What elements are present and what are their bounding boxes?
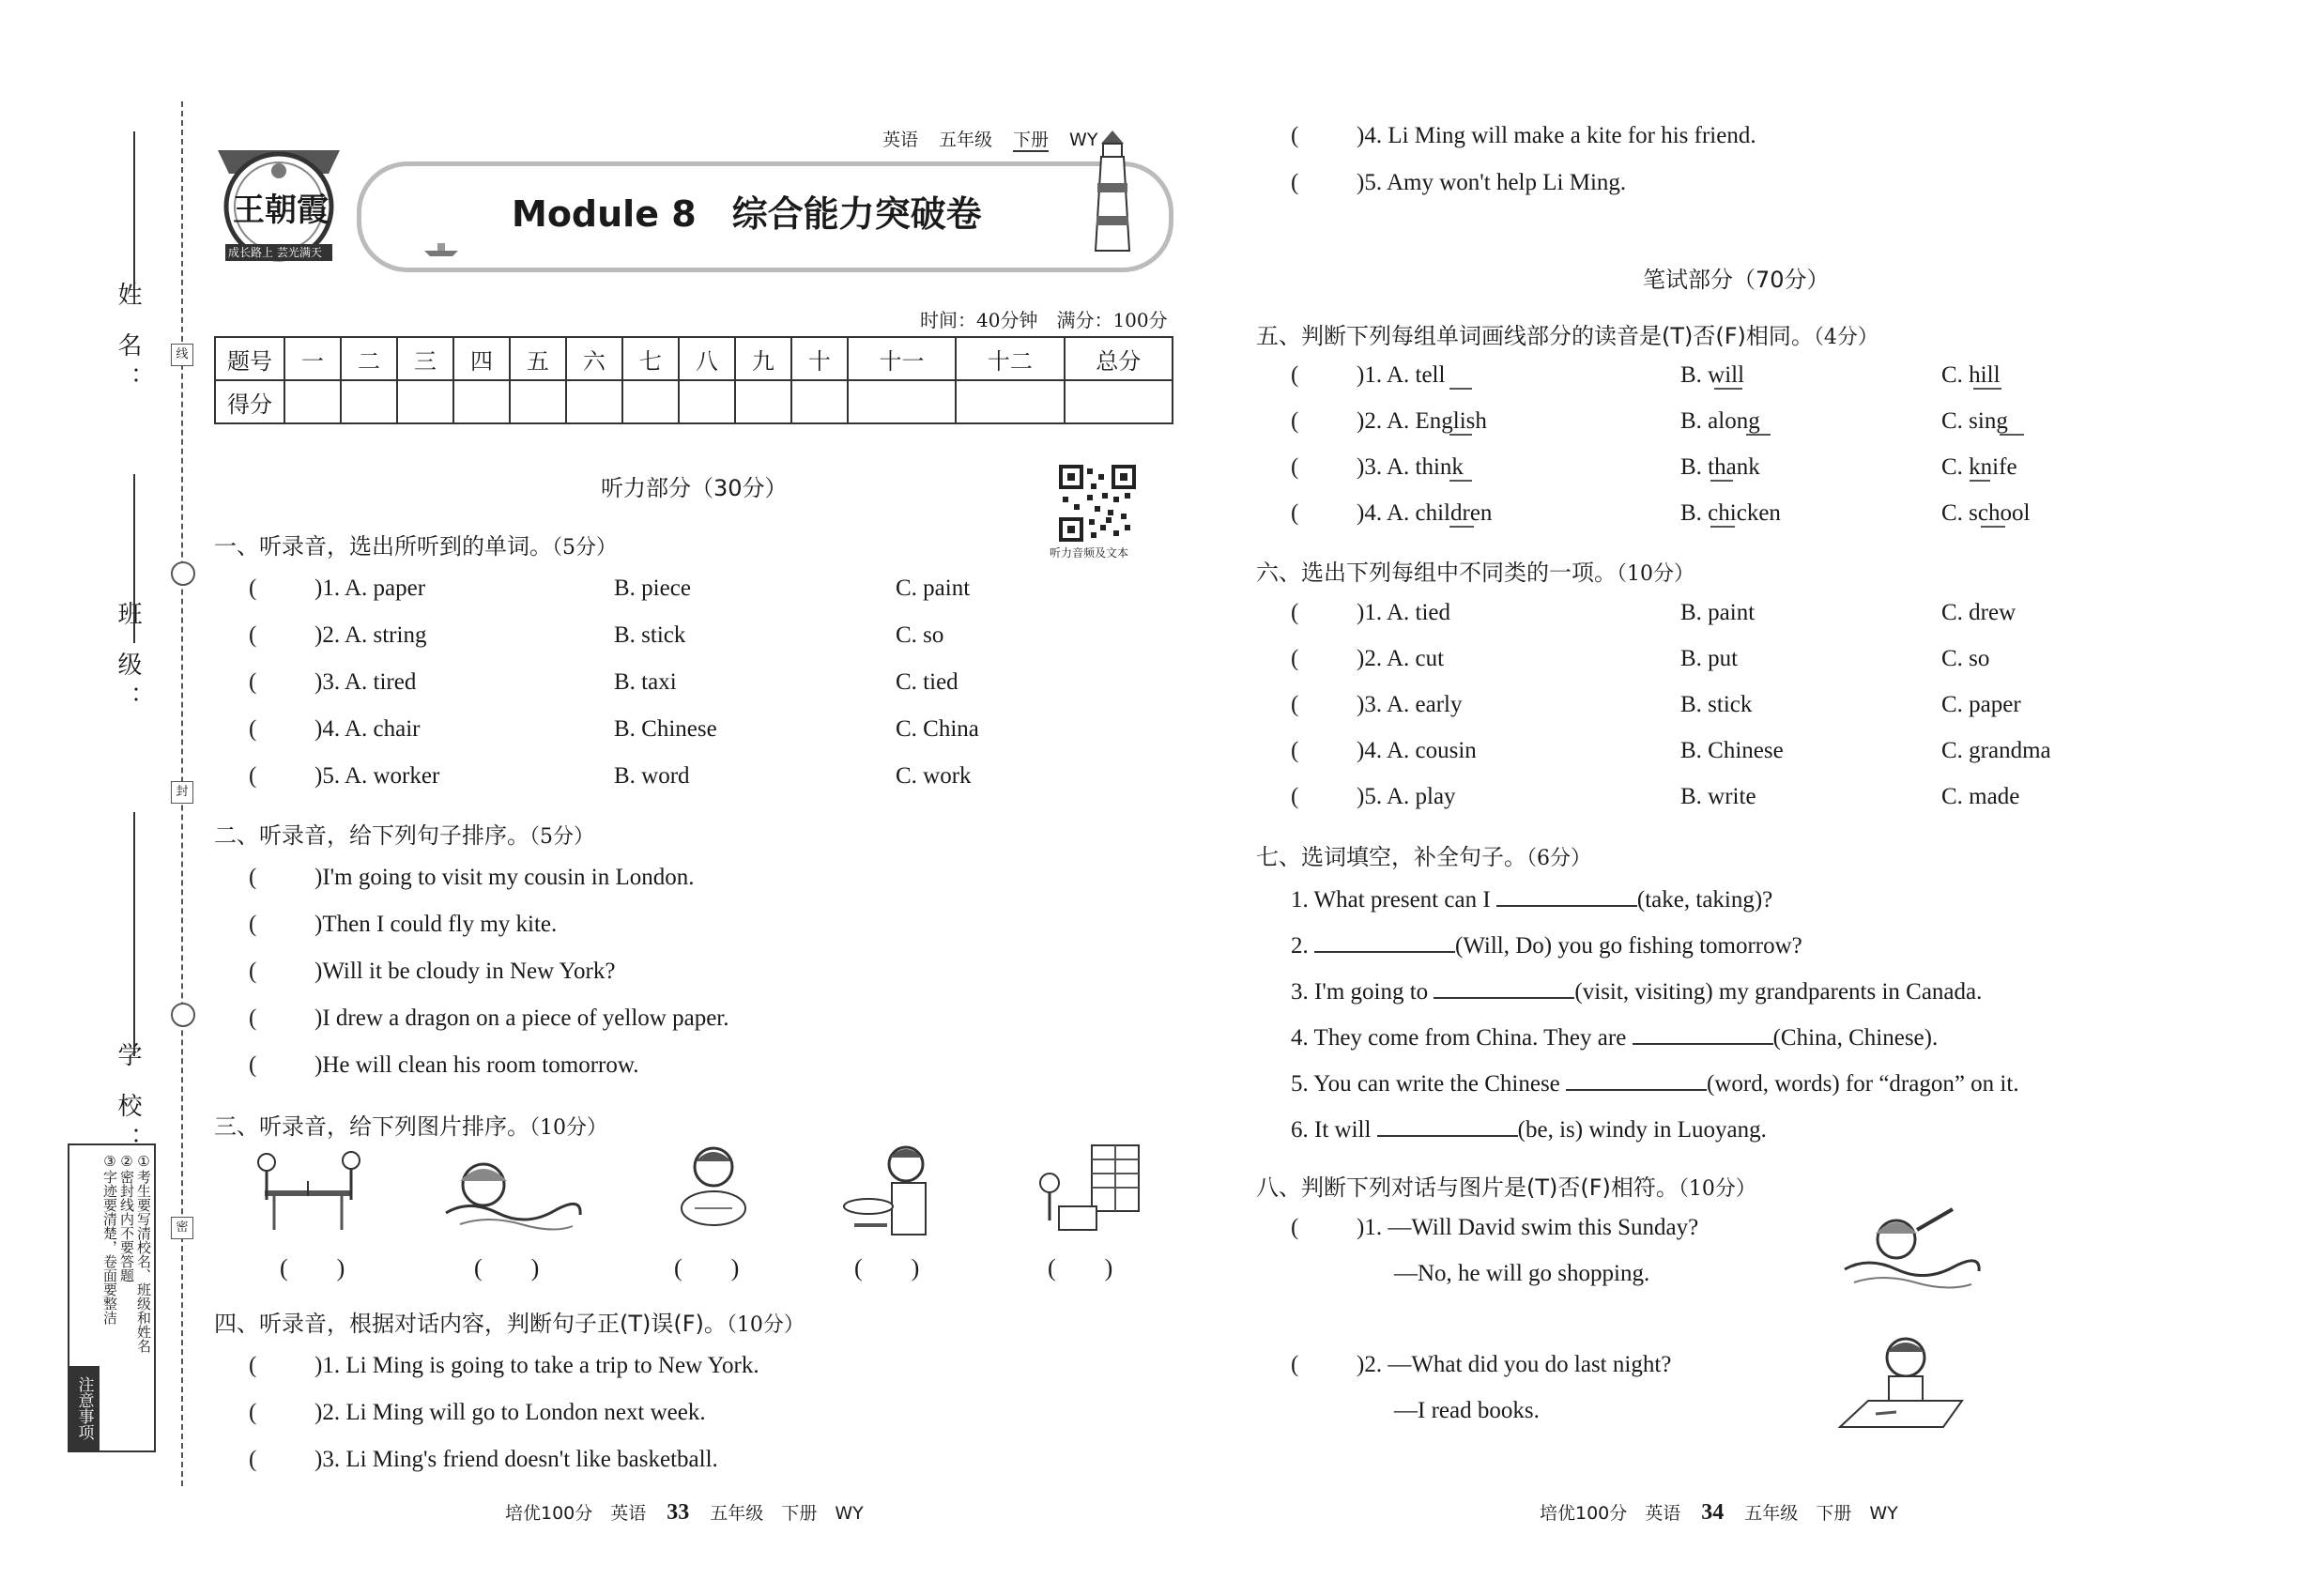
section-4-title	[214, 1305, 805, 1338]
phonics-underline	[1973, 388, 2001, 390]
option-a: )5. A. worker	[314, 763, 440, 789]
option-a: )2. A. string	[314, 622, 427, 648]
section-6-title	[1256, 554, 1694, 587]
cooking-icon	[836, 1141, 948, 1239]
picture-boy-drawing	[1831, 1333, 1971, 1440]
footer-subject: 英语	[1645, 1503, 1681, 1524]
score-entry[interactable]	[341, 380, 397, 423]
answer-paren[interactable]: (	[249, 959, 257, 984]
name-label: 姓 名：	[114, 282, 142, 401]
picture-swimming	[441, 1147, 582, 1240]
footer-left	[505, 1499, 864, 1526]
picture-answer-paren[interactable]: ( )	[280, 1254, 345, 1281]
section-points: （10分）	[529, 1116, 607, 1140]
house-icon	[1021, 1141, 1143, 1239]
score-cell: 九	[735, 337, 791, 380]
school-line	[133, 812, 135, 1056]
fill-pre: 1. What present can I	[1291, 887, 1496, 913]
option-a	[1357, 408, 1487, 435]
fill-pre: 4. They come from China. They are	[1291, 1025, 1633, 1051]
drawing-boy-icon	[662, 1141, 765, 1235]
picture-house-cleaning	[1021, 1141, 1143, 1243]
answer-paren[interactable]: (	[249, 1353, 257, 1378]
notice-title: 注意事项	[69, 1366, 100, 1450]
option-a-prefix: )1. A.	[1357, 362, 1416, 388]
section-points: （10分）	[1617, 562, 1694, 586]
answer-paren[interactable]: (	[1291, 123, 1299, 148]
meta-volume: 下册	[1013, 130, 1050, 150]
qr-code[interactable]	[1059, 465, 1136, 542]
section-title-text: 二、听录音，给下列句子排序。	[214, 822, 529, 849]
dialogue-answer: —I read books.	[1394, 1398, 1540, 1423]
answer-paren[interactable]: (	[249, 716, 257, 742]
section-5-title	[1256, 317, 1878, 350]
score-entry[interactable]	[791, 380, 848, 423]
fill-blank-item	[1291, 884, 1772, 913]
option-b: B. write	[1680, 784, 1756, 809]
score-cell: 总分	[1065, 337, 1173, 380]
footer-grade: 五年级	[710, 1503, 764, 1524]
score-cell: 三	[397, 337, 453, 380]
option-a: )5. A. play	[1357, 784, 1456, 809]
section-3-title	[214, 1108, 607, 1141]
phonics-underline	[1746, 434, 1771, 436]
score-entry[interactable]	[453, 380, 510, 423]
answer-paren[interactable]: (	[249, 1400, 257, 1425]
picture-answer-paren[interactable]: ( )	[854, 1254, 920, 1281]
option-b: B. taxi	[614, 669, 677, 695]
score-entry[interactable]	[956, 380, 1064, 423]
notice-items	[101, 1153, 152, 1439]
footer-book: 培优100分	[1540, 1503, 1628, 1524]
score-entry[interactable]	[848, 380, 956, 423]
lighthouse-illustration	[1084, 127, 1141, 258]
answer-paren[interactable]: (	[1291, 692, 1299, 717]
notice-box	[68, 1143, 156, 1452]
option-a-word: English	[1415, 408, 1487, 434]
boat-icon	[422, 239, 460, 262]
notice-item: ②密封线内不要答题	[118, 1153, 135, 1282]
meta-grade: 五年级	[939, 130, 993, 150]
score-entry[interactable]	[397, 380, 453, 423]
option-c: C. school	[1941, 500, 2031, 526]
option-b: B. thank	[1680, 454, 1760, 480]
phonics-underline	[1710, 480, 1733, 482]
picture-drawing	[662, 1141, 765, 1238]
score-cell: 一	[284, 337, 341, 380]
statement-item: )1. Li Ming is going to take a trip to New York.	[314, 1353, 759, 1378]
section-points: （5分）	[552, 536, 617, 560]
fill-pre: 2.	[1291, 933, 1314, 959]
option-a-word: tell	[1415, 362, 1446, 388]
score-cell: 二	[341, 337, 397, 380]
section-2-title	[214, 817, 594, 850]
dialogue-question: )1. —Will David swim this Sunday?	[1357, 1215, 1699, 1240]
option-a-prefix: )4. A.	[1357, 500, 1416, 526]
picture-answer-paren[interactable]: ( )	[1048, 1254, 1113, 1281]
answer-paren[interactable]: (	[1291, 500, 1299, 526]
dialogue-question: )2. —What did you do last night?	[1357, 1352, 1672, 1377]
sentence-item: )Then I could fly my kite.	[314, 912, 558, 937]
score-table-score-row	[215, 380, 1173, 423]
footer-right	[1540, 1499, 1898, 1526]
statement-item: )5. Amy won't help Li Ming.	[1357, 170, 1627, 195]
option-b: B. piece	[614, 575, 691, 601]
score-cell: 十二	[956, 337, 1064, 380]
section-7-title	[1256, 838, 1591, 871]
option-b: B. along	[1680, 408, 1760, 434]
answer-paren[interactable]: (	[1291, 454, 1299, 480]
option-a	[1357, 454, 1464, 481]
picture-ping-pong	[246, 1143, 368, 1241]
picture-cooking	[836, 1141, 948, 1243]
option-b: B. chicken	[1680, 500, 1781, 526]
answer-paren[interactable]: (	[249, 669, 257, 695]
name-line	[133, 131, 135, 296]
sentence-item: )I'm going to visit my cousin in London.	[314, 865, 695, 890]
section-points: （10分）	[726, 1313, 805, 1337]
fill-blank-item	[1291, 1068, 2019, 1097]
answer-paren[interactable]: (	[1291, 362, 1299, 388]
phonics-underline	[1449, 480, 1472, 482]
score-entry[interactable]	[679, 380, 735, 423]
phonics-underline	[1714, 388, 1742, 390]
option-c: C. grandma	[1941, 738, 2051, 763]
seal-mark-2: 封	[171, 781, 193, 804]
fill-blank-item	[1291, 1022, 1938, 1051]
option-a-prefix: )2. A.	[1357, 408, 1416, 434]
option-a: )3. A. tired	[314, 669, 417, 695]
option-b: B. stick	[614, 622, 686, 648]
score-cell: 七	[622, 337, 679, 380]
time-info: 时间：40分钟 满分：100分	[920, 309, 1168, 331]
fill-blank[interactable]	[1566, 1068, 1707, 1091]
phonics-underline	[1449, 526, 1474, 528]
fill-post: (Will, Do) you go fishing tomorrow?	[1455, 933, 1802, 959]
option-a	[1357, 362, 1445, 389]
fill-post: (China, Chinese).	[1772, 1025, 1939, 1051]
option-b: B. word	[614, 763, 690, 789]
footer-volume: 下册	[781, 1503, 818, 1524]
option-c: C. hill	[1941, 362, 2001, 388]
answer-paren[interactable]: (	[249, 763, 257, 789]
seal-mark-3: 密	[171, 1217, 193, 1239]
option-b: B. will	[1680, 362, 1745, 388]
footer-grade: 五年级	[1744, 1503, 1799, 1524]
phonics-underline	[1449, 434, 1472, 436]
footer-edition: WY	[835, 1503, 864, 1524]
answer-paren[interactable]: (	[1291, 408, 1299, 434]
fill-pre: 3. I'm going to	[1291, 979, 1434, 1005]
score-cell: 六	[566, 337, 622, 380]
phonics-underline	[1981, 526, 2005, 528]
phonics-underline	[1970, 480, 1990, 482]
option-a-word: think	[1415, 454, 1464, 480]
fill-blank[interactable]	[1377, 1114, 1518, 1137]
statement-item: )2. Li Ming will go to London next week.	[314, 1400, 706, 1425]
qr-caption: 听力音频及文本	[1050, 546, 1129, 560]
swimmer-icon	[1840, 1202, 1981, 1296]
section-points: （4分）	[1813, 326, 1878, 349]
option-c: C. so	[896, 622, 944, 648]
option-c: C. work	[896, 763, 972, 789]
option-a: )1. A. paper	[314, 575, 426, 601]
picture-answer-paren[interactable]: ( )	[474, 1254, 540, 1281]
option-a: )1. A. tied	[1357, 600, 1450, 625]
score-entry[interactable]	[1065, 380, 1173, 423]
answer-paren[interactable]: (	[249, 622, 257, 648]
class-label: 班 级：	[114, 601, 142, 720]
fill-pre: 6. It will	[1291, 1117, 1377, 1143]
option-b: B. paint	[1680, 600, 1756, 625]
score-entry[interactable]	[510, 380, 566, 423]
option-b: B. Chinese	[1680, 738, 1784, 763]
seal-mark-1: 线	[171, 344, 193, 366]
score-entry[interactable]	[735, 380, 791, 423]
boy-drawing-icon	[1831, 1333, 1971, 1436]
option-c: C. China	[896, 716, 979, 742]
school-label: 学 校：	[114, 1042, 142, 1161]
option-a	[1357, 500, 1492, 527]
option-a: )4. A. cousin	[1357, 738, 1477, 763]
score-cell: 十一	[848, 337, 956, 380]
answer-paren[interactable]: (	[249, 912, 257, 937]
section-title-text: 七、选词填空，补全句子。	[1256, 844, 1526, 870]
option-c: C. drew	[1941, 600, 2016, 625]
fill-blank[interactable]	[1496, 884, 1637, 907]
dialogue-answer: —No, he will go shopping.	[1394, 1261, 1650, 1286]
sentence-item: )I drew a dragon on a piece of yellow paper.	[314, 1005, 729, 1031]
section-title-text: 三、听录音，给下列图片排序。	[214, 1113, 529, 1140]
notice-item: ①考生要写清校名、班级和姓名	[135, 1153, 152, 1353]
option-b: B. stick	[1680, 692, 1753, 717]
phonics-underline	[1710, 526, 1735, 528]
answer-paren[interactable]: (	[1291, 738, 1299, 763]
option-a-word: children	[1415, 500, 1493, 526]
page-number: 34	[1701, 1500, 1725, 1525]
option-a-prefix: )3. A.	[1357, 454, 1416, 480]
brand-motto: 成长路上 芸光满天	[228, 246, 322, 259]
option-c: C. knife	[1941, 454, 2017, 480]
score-cell: 四	[453, 337, 510, 380]
swimming-icon	[441, 1147, 582, 1236]
lighthouse-icon	[1084, 127, 1141, 258]
section-8-title	[1256, 1169, 1756, 1202]
fill-blank[interactable]	[1633, 1022, 1773, 1045]
option-c: C. made	[1941, 784, 2020, 809]
answer-paren[interactable]: (	[249, 575, 257, 601]
brand-name: 王朝霞	[233, 192, 329, 229]
option-a: )4. A. chair	[314, 716, 421, 742]
score-cell: 八	[679, 337, 735, 380]
sentence-item: )He will clean his room tomorrow.	[314, 1052, 639, 1078]
answer-paren[interactable]: (	[1291, 646, 1299, 671]
sentence-item: )Will it be cloudy in New York?	[314, 959, 616, 984]
option-a: )3. A. early	[1357, 692, 1463, 717]
option-c: C. tied	[896, 669, 958, 695]
option-c: C. sing	[1941, 408, 2008, 434]
header-meta	[882, 126, 1118, 151]
fill-post: (word, words) for “dragon” on it.	[1707, 1071, 2019, 1097]
binding-hole-2	[171, 1003, 195, 1027]
section-points: （6分）	[1526, 847, 1591, 870]
fill-blank-item	[1291, 976, 1982, 1005]
footer-book: 培优100分	[505, 1503, 593, 1524]
answer-paren[interactable]: (	[249, 1447, 257, 1472]
answer-paren[interactable]: (	[249, 865, 257, 890]
section-title-text: 八、判断下列对话与图片是(T)否(F)相符。	[1256, 1174, 1679, 1201]
footer-volume: 下册	[1816, 1503, 1852, 1524]
ping-pong-icon	[246, 1143, 368, 1237]
score-entry[interactable]	[566, 380, 622, 423]
fill-post: (be, is) windy in Luoyang.	[1517, 1117, 1767, 1143]
option-b: B. put	[1680, 646, 1739, 671]
option-c: C. paper	[1941, 692, 2021, 717]
answer-paren[interactable]: (	[1291, 1352, 1299, 1377]
fill-blank-item	[1291, 1114, 1767, 1143]
picture-swimmer	[1840, 1202, 1981, 1299]
meta-edition: WY	[1069, 130, 1098, 150]
phonics-underline	[1449, 388, 1472, 390]
listening-heading: 听力部分（30分）	[601, 475, 788, 501]
answer-paren[interactable]: (	[1291, 170, 1299, 195]
option-c: C. paint	[896, 575, 971, 601]
section-points: （5分）	[529, 825, 594, 849]
fill-post: (visit, visiting) my grandparents in Canada.	[1574, 979, 1983, 1005]
option-c: C. so	[1941, 646, 1990, 671]
fill-blank[interactable]	[1434, 976, 1574, 999]
section-1-title	[214, 528, 617, 560]
page-title: Module 8 综合能力突破卷	[512, 193, 982, 235]
fill-pre: 5. You can write the Chinese	[1291, 1071, 1567, 1097]
fill-blank-item	[1291, 930, 1802, 959]
score-table	[214, 336, 1173, 424]
statement-item: )4. Li Ming will make a kite for his friend.	[1357, 123, 1756, 148]
score-entry[interactable]	[284, 380, 341, 423]
answer-paren[interactable]: (	[1291, 1215, 1299, 1240]
footer-edition: WY	[1869, 1503, 1898, 1524]
section-title-text: 五、判断下列每组单词画线部分的读音是(T)否(F)相同。	[1256, 323, 1814, 349]
qr-code-icon	[1059, 465, 1136, 542]
phonics-underline	[2000, 434, 2024, 436]
footer-subject: 英语	[610, 1503, 647, 1524]
answer-paren[interactable]: (	[249, 1005, 257, 1031]
score-cell: 题号	[215, 337, 284, 380]
fill-blank[interactable]	[1314, 930, 1455, 953]
section-points: （10分）	[1678, 1177, 1756, 1201]
binding-hole-1	[171, 561, 195, 586]
statement-item: )3. Li Ming's friend doesn't like basketball.	[314, 1447, 718, 1472]
class-line	[133, 474, 135, 643]
page-number: 33	[667, 1500, 690, 1525]
section-title-text: 四、听录音，根据对话内容，判断句子正(T)误(F)。	[214, 1311, 727, 1337]
answer-paren[interactable]: (	[249, 1052, 257, 1078]
option-b: B. Chinese	[614, 716, 717, 742]
score-table-header-row	[215, 337, 1173, 380]
answer-paren[interactable]: (	[1291, 784, 1299, 809]
score-cell: 五	[510, 337, 566, 380]
score-entry[interactable]	[622, 380, 679, 423]
fill-post: (take, taking)?	[1636, 887, 1773, 913]
score-cell: 十	[791, 337, 848, 380]
writing-heading: 笔试部分（70分）	[1643, 267, 1830, 293]
notice-item: ③字迹要清楚，卷面要整洁	[101, 1153, 118, 1325]
section-title-text: 六、选出下列每组中不同类的一项。	[1256, 560, 1617, 586]
score-row-label: 得分	[215, 380, 284, 423]
option-a: )2. A. cut	[1357, 646, 1445, 671]
picture-answer-paren[interactable]: ( )	[674, 1254, 740, 1281]
section-title-text: 一、听录音，选出所听到的单词。	[214, 533, 552, 560]
answer-paren[interactable]: (	[1291, 600, 1299, 625]
meta-subject: 英语	[882, 130, 919, 150]
